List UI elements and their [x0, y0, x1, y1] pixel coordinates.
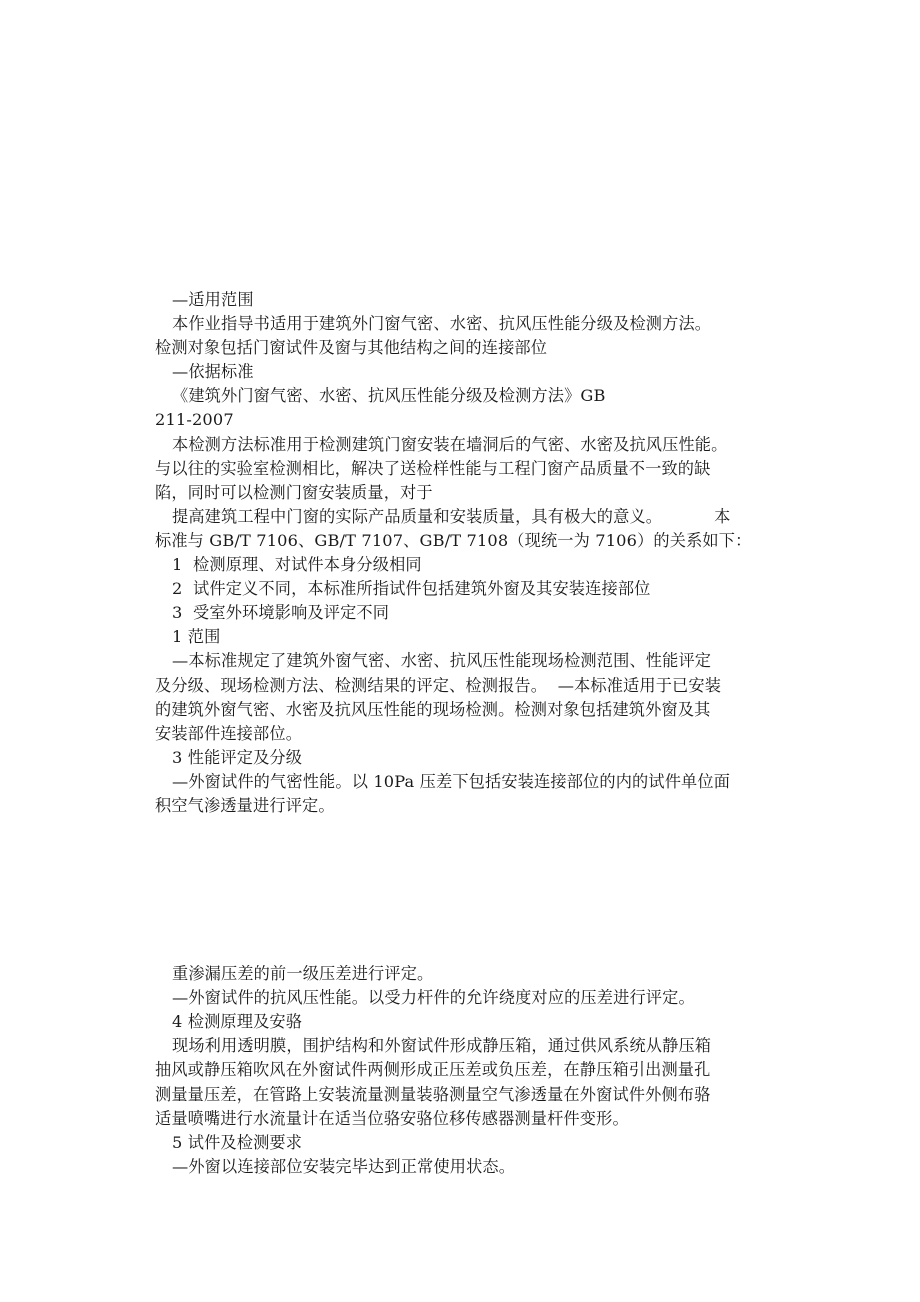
text-line: —适用范围 — [172, 290, 254, 309]
text-line: 积空气渗透量进行评定。 — [155, 795, 335, 815]
text-line: 1 范围 — [172, 627, 221, 647]
text-line: 5 试件及检测要求 — [172, 1132, 303, 1152]
text-line: 安装部件连接部位。 — [155, 723, 303, 743]
text-line: 2 试件定义不同，本标准所指试件包括建筑外窗及其安装连接部位 — [172, 579, 651, 599]
text-line: 本检测方法标准用于检测建筑门窗安装在墙洞后的气密、水密及抗风压性能。 — [172, 434, 728, 454]
text-line: 现场利用透明膜，围护结构和外窗试件形成静压箱，通过供风系统从静压箱 — [172, 1036, 712, 1056]
text-line: 与以往的实验室检测相比，解决了送检样性能与工程门窗产品质量不一致的缺 — [155, 458, 711, 478]
text-line: 及分级、现场检测方法、检测结果的评定、检测报告。 —本标准适用于已安装 — [155, 675, 722, 695]
text-line: 1 检测原理、对试件本身分级相同 — [172, 555, 422, 575]
document-text-column — [155, 288, 767, 1179]
text-line: 抽风或静压箱吹风在外窗试件两侧形成正压差或负压差，在静压箱引出测量孔 — [155, 1060, 711, 1080]
text-line: —外窗试件的气密性能。以 10Pa 压差下包括安装连接部位的内的试件单位面 — [172, 771, 731, 791]
text-line: —本标准规定了建筑外窗气密、水密、抗风压性能现场检测范围、性能评定 — [172, 651, 712, 671]
text-line: 的建筑外窗气密、水密及抗风压性能的现场检测。检测对象包括建筑外窗及其 — [155, 699, 711, 719]
text-line: 重渗漏压差的前一级压差进行评定。 — [172, 964, 434, 984]
text-block-upper — [155, 288, 767, 818]
text-line: 3 性能评定及分级 — [172, 747, 303, 767]
text-line: —依据标准 — [172, 362, 254, 382]
text-line: 陷，同时可以检测门窗安装质量，对于 — [155, 482, 433, 502]
text-line: 《建筑外门窗气密、水密、抗风压性能分级及检测方法》GB — [172, 386, 606, 406]
text-line: —外窗试件的抗风压性能。以受力杆件的允许绕度对应的压差进行评定。 — [172, 988, 695, 1008]
text-line: 211-2007 — [155, 410, 234, 430]
text-line: 标准与 GB/T 7106、GB/T 7107、GB/T 7108（现统一为 7106）的关系如下： — [155, 530, 752, 550]
text-line: 适量喷嘴进行水流量计在适当位骆安骆位移传感器测量杆件变形。 — [155, 1108, 629, 1128]
text-line: 检测对象包括门窗试件及窗与其他结构之间的连接部位 — [155, 338, 548, 358]
text-line: —外窗以连接部位安装完毕达到正常使用状态。 — [172, 1156, 516, 1176]
text-block-lower — [155, 962, 767, 1179]
text-line: 提高建筑工程中门窗的实际产品质量和安装质量，具有极大的意义。 本 — [172, 506, 731, 526]
text-line: 本作业指导书适用于建筑外门窗气密、水密、抗风压性能分级及检测方法。 — [172, 314, 712, 334]
text-line: 3 受室外环境影响及评定不同 — [172, 603, 390, 623]
text-line: 4 检测原理及安骆 — [172, 1012, 303, 1032]
text-line: 测量量压差，在管路上安装流量测量装骆测量空气渗透量在外窗试件外侧布骆 — [155, 1084, 711, 1104]
text-line-tail: 本 — [714, 506, 731, 526]
block-separator-space — [155, 818, 767, 962]
